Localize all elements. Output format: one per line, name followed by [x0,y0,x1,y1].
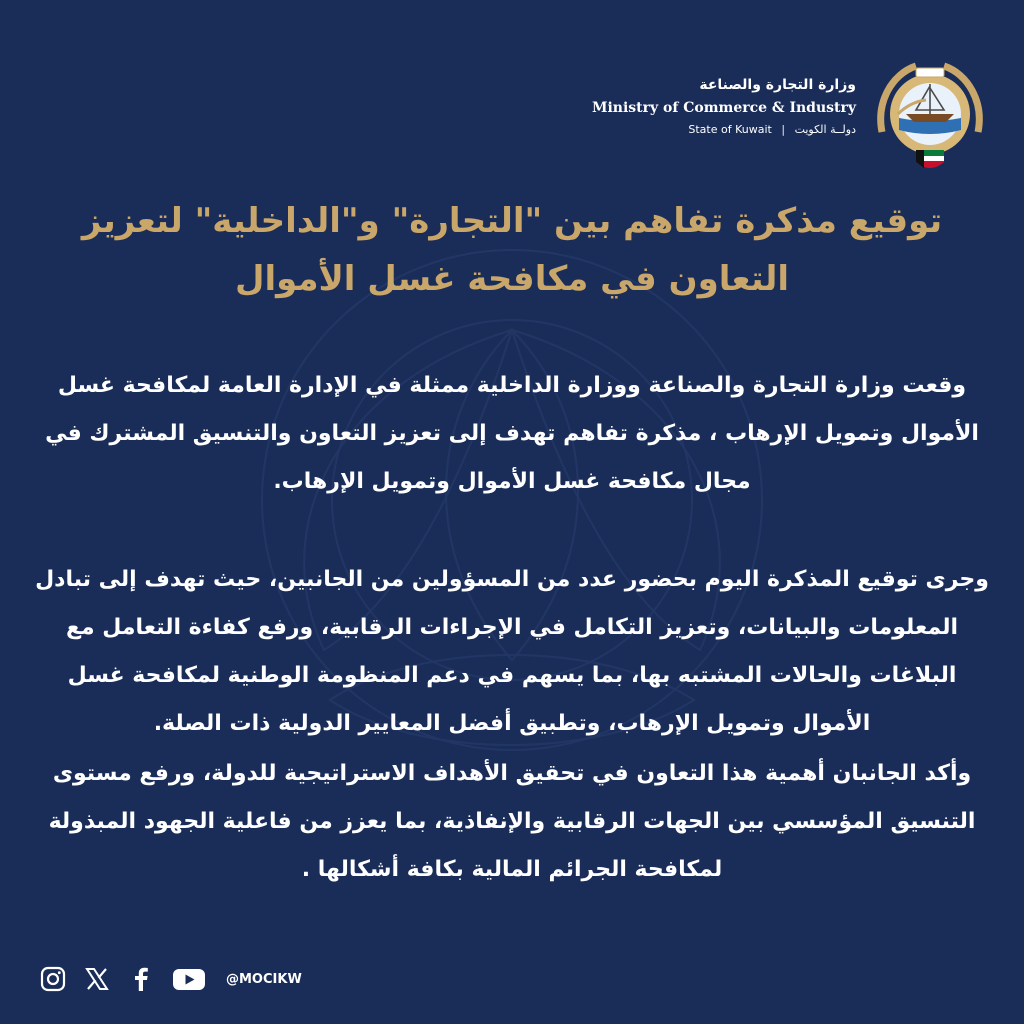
state-name-english: State of Kuwait [688,123,772,136]
paragraph-1: وقعت وزارة التجارة والصناعة ووزارة الداخلية ممثلة في الإدارة العامة لمكافحة غسل الأموال وتمويل الإرهاب ، مذكرة تفاهم تهدف إلى تعزيز التعاون والتنسيق المشترك في مجال مكافحة غسل الأموال وتمويل الإرهاب. [45,373,979,494]
instagram-icon[interactable] [40,966,66,992]
kuwait-emblem-icon [876,62,984,176]
article-body [34,362,990,894]
youtube-icon[interactable] [172,966,206,992]
ministry-name-arabic: وزارة التجارة والصناعة [699,77,856,93]
headline-line-1: توقيع مذكرة تفاهم بين "التجارة" و"الداخلية" لتعزيز [81,201,943,241]
x-icon[interactable] [84,966,110,992]
facebook-icon[interactable] [128,966,154,992]
paragraph-2: وجرى توقيع المذكرة اليوم بحضور عدد من المسؤولين من الجانبين، حيث تهدف إلى تبادل المعلومات والبيانات، وتعزيز التكامل في الإجراءات الرقابية، ورفع كفاءة التعامل مع البلاغات والحالات المشتبه بها، بما يسهم في دعم المنظومة الوطنية لمكافحة غسل الأموال وتمويل الإرهاب، وتطبيق أفضل المعايير الدولية ذات الصلة. [35,567,989,736]
header [164,62,984,182]
social-handle[interactable]: @MOCIKW [226,971,302,987]
state-line [592,122,856,138]
ministry-name-english: Ministry of Commerce & Industry [591,100,856,116]
ministry-branding [592,76,856,138]
headline [40,192,984,308]
state-name-arabic: دولــة الكويت [794,123,856,136]
social-footer [40,962,302,996]
headline-line-2: التعاون في مكافحة غسل الأموال [234,259,790,299]
paragraph-3: وأكد الجانبان أهمية هذا التعاون في تحقيق الأهداف الاستراتيجية للدولة، ورفع مستوى التنسيق المؤسسي بين الجهات الرقابية والإنفاذية، بما يعزز من فاعلية الجهود المبذولة لمكافحة الجرائم المالية بكافة أشكالها . [48,761,976,882]
state-divider: | [781,123,786,136]
